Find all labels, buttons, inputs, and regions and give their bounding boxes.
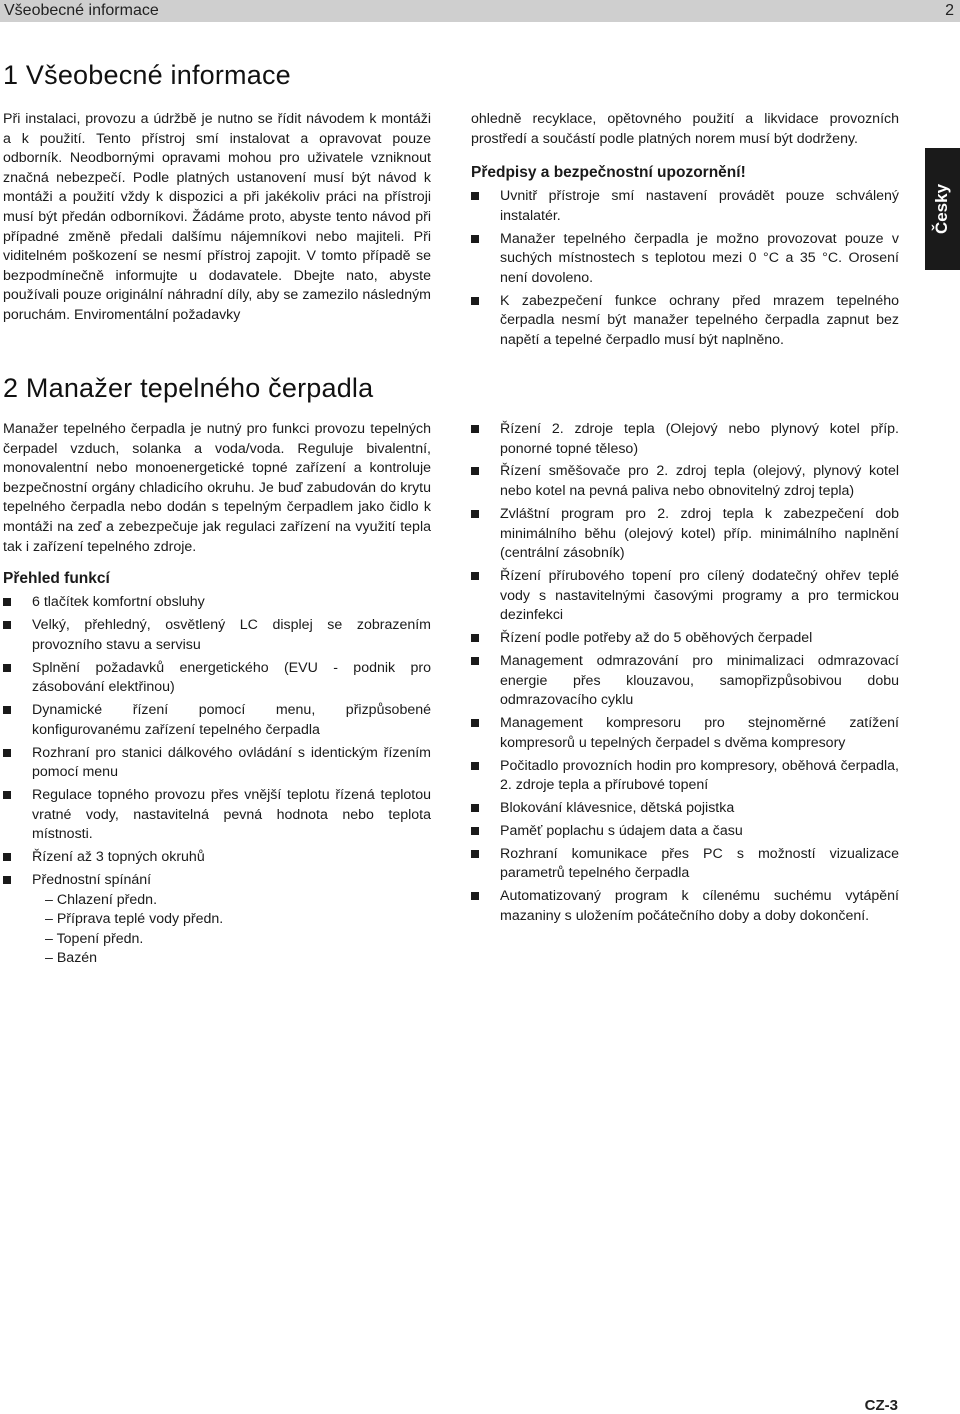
- list-item: Řízení přírubového topení pro cílený dodatečný ohřev teplé vody s nastavitelnými časovými programy a pro termickou dezinfekci: [471, 567, 899, 626]
- priority-switching-label: Přednostní spínání: [32, 871, 152, 888]
- list-item: Rozhraní komunikace přes PC s možností vizualizace parametrů tepelného čerpadla: [471, 845, 899, 884]
- list-item: Manažer tepelného čerpadla je možno provozovat pouze v suchých místnostech s teplotou mezi 0 °C a 35 °C. Orosení není dovoleno.: [471, 230, 899, 289]
- list-item: Řízení směšovače pro 2. zdroj tepla (olejový, plynový kotel nebo kotel na pevná paliva nebo obnovitelný zdroj tepla): [471, 462, 899, 501]
- list-item: Řízení 2. zdroje tepla (Olejový nebo plynový kotel příp. ponorné topné těleso): [471, 420, 899, 459]
- functions-list-left: [3, 593, 431, 969]
- list-item: Blokování klávesnice, dětská pojistka: [471, 799, 899, 819]
- section1-heading: 1 Všeobecné informace: [3, 60, 291, 90]
- list-item: Řízení až 3 topných okruhů: [3, 848, 431, 868]
- section2-heading: 2 Manažer tepelného čerpadla: [3, 373, 374, 403]
- list-item: Paměť poplachu s údajem data a času: [471, 822, 899, 842]
- page-header: [0, 0, 960, 22]
- section1-paragraph-continued: ohledně recyklace, opětovného použití a likvidace provozních prostředí a součástí podle platných norem musí být dodrženy.: [471, 111, 899, 147]
- list-item: Splnění požadavků energetického (EVU - podnik pro zásobování elektřinou): [3, 659, 431, 698]
- list-item: Velký, přehledný, osvětlený LC displej se zobrazením provozního stavu a servisu: [3, 616, 431, 655]
- section1-right-column: [471, 110, 899, 354]
- list-item: Počitadlo provozních hodin pro kompresory, oběhová čerpadla, 2. zdroje tepla a přírubové topení: [471, 757, 899, 796]
- list-item: Regulace topného provozu přes vnější teplotu řízená teplotou vratné vody, nastavitelná pevná hodnota nebo teplota místnosti.: [3, 786, 431, 845]
- functions-heading: Přehled funkcí: [3, 570, 110, 588]
- list-item: Dynamické řízení pomocí menu, přizpůsobené konfigurovanému zařízení tepelného čerpadla: [3, 701, 431, 740]
- footer-page-label: CZ-3: [864, 1397, 898, 1414]
- header-page-number: 2: [945, 2, 954, 19]
- sub-list-item: – Příprava teplé vody předn.: [45, 910, 431, 930]
- list-item: Management odmrazování pro minimalizaci odmrazovací energie přes klouzavou, samopřizpůsobivou dobu odmrazovacího cyklu: [471, 652, 899, 711]
- section2-paragraph: Manažer tepelného čerpadla je nutný pro funkci provozu tepelných čerpadel vzduch, solanka a voda/voda. Reguluje bivalentní, monovalentní nebo monoenergetické topné zařízení a kontroluje bezpečnostní orgány chladicího okruhu. Je buď zabudován do krytu tepelného čerpadla nebo dodán s tepelným čerpadlem jako čidlo k montáži na zeď a zebezpečuje jak regulaci zařízení na využití tepla tak i zařízení tepelného zdroje.: [3, 421, 431, 555]
- list-item: Zvláštní program pro 2. zdroj tepla k zabezpečení dob minimálního běhu (olejový kotel) příp. minimálního naplnění (centrální zásobník): [471, 505, 899, 564]
- sub-list-item: – Chlazení předn.: [45, 891, 431, 911]
- section2-left-column: [3, 420, 431, 972]
- list-item: Uvnitř přístroje smí nastavení provádět pouze schválený instalatér.: [471, 187, 899, 226]
- functions-list-right: [471, 420, 899, 927]
- list-item: Automatizovaný program k cílenému suchému vytápění mazaniny s uložením počátečního doby a doby dokončení.: [471, 887, 899, 926]
- sub-list-item: – Bazén: [45, 949, 431, 969]
- priority-sublist: [32, 891, 431, 969]
- section1-left-column: [3, 110, 431, 326]
- list-item: Řízení podle potřeby až do 5 oběhových čerpadel: [471, 629, 899, 649]
- language-tab: [925, 148, 960, 270]
- section2-right-column: [471, 420, 899, 930]
- list-item: Rozhraní pro stanici dálkového ovládání s identickým řízením pomocí menu: [3, 744, 431, 783]
- list-item: Management kompresoru pro stejnoměrné zatížení kompresorů u tepelných čerpadel s dvěma kompresory: [471, 714, 899, 753]
- header-title: Všeobecné informace: [4, 2, 159, 19]
- list-item: [3, 871, 431, 969]
- safety-list: [471, 187, 899, 350]
- list-item: K zabezpečení funkce ochrany před mrazem tepelného čerpadla nesmí být manažer tepelného čerpadla zapnut bez napětí a tepelné čerpadlo musí být naplněno.: [471, 292, 899, 351]
- safety-heading: Předpisy a bezpečnostní upozornění!: [471, 164, 746, 182]
- language-tab-label: Česky: [932, 183, 952, 235]
- sub-list-item: – Topení předn.: [45, 930, 431, 950]
- list-item: 6 tlačítek komfortní obsluhy: [3, 593, 431, 613]
- section1-paragraph: Při instalaci, provozu a údržbě je nutno se řídit návodem k montáži a k použití. Tento přístroj smí instalovat a opravovat pouze odborník. Neodbornými opravami mohou pro uživatele vzniknout značná nebezpečí. Podle platných ustanovení musí být návod k montáži a použití vždy k dispozici a při jakékoliv práci na přístroji musí být předán odborníkovi. Žádáme proto, abyste tento návod při případné změně předali dalšímu nájemníkovi nebo majiteli. Při viditelném poškození se nesmí přístroj zapojit. V tomto případě se bezpodmínečně informujte u dodavatele. Dbejte nato, abyste používali pouze originální náhradní díly, aby se zamezilo následným poruchám. Enviromentální požadavky: [3, 111, 431, 323]
